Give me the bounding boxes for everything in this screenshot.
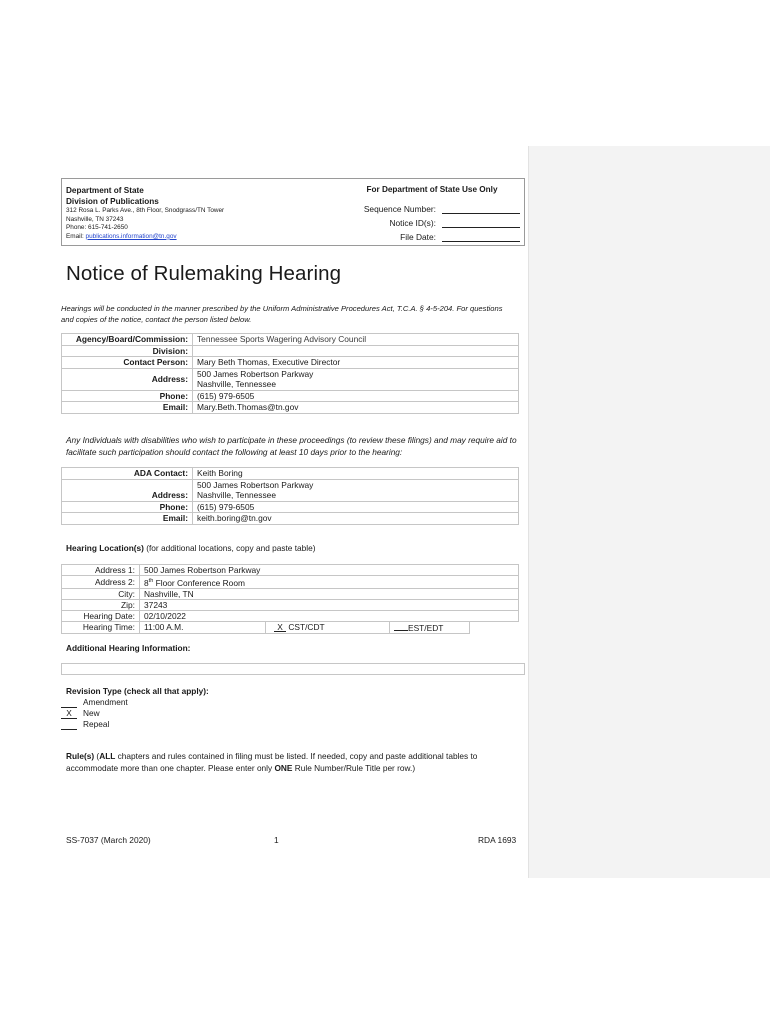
- table-row: [62, 368, 519, 390]
- repeal-checkmark: [61, 729, 77, 730]
- intro-text: Hearings will be conducted in the manner prescribed by the Uniform Administrative Procedures Act, T.C.A. § 4-5-204. For questions and copies of the notice, contact the person listed below.: [61, 304, 503, 324]
- ada-phone-value[interactable]: (615) 979-6505: [193, 501, 519, 513]
- ada-address-label: Address:: [62, 479, 193, 501]
- dept-city: Nashville, TN 37243: [66, 215, 124, 223]
- address1-value[interactable]: 500 James Robertson Parkway: [140, 565, 519, 576]
- sequence-number-line: [442, 204, 520, 214]
- dept-name: Department of State: [66, 186, 144, 195]
- zip-label: Zip:: [62, 599, 140, 610]
- ada-notice-text: Any Individuals with disabilities who wish to participate in these proceedings (to review these filings) and may require aid to facilitate such participation should contact the following at least 10 days prior to the hearing:: [66, 435, 517, 457]
- table-row: [62, 588, 519, 599]
- zip-value[interactable]: 37243: [140, 599, 519, 610]
- ada-email-value[interactable]: keith.boring@tn.gov: [193, 513, 519, 525]
- address2-suffix: th: [148, 578, 154, 584]
- rules-text-1: (: [94, 751, 100, 761]
- contact-person-label: Contact Person:: [62, 357, 193, 369]
- rules-text-2: chapters and rules contained in filing must be listed. If needed, copy and paste additional tables to accommodate more than one chapter. Please enter only: [66, 751, 478, 773]
- est-label: EST/EDT: [408, 622, 444, 633]
- comment-pane: [528, 146, 770, 878]
- agency-value[interactable]: Tennessee Sports Wagering Advisory Council: [193, 334, 519, 346]
- address2-value[interactable]: [140, 576, 519, 589]
- sequence-number-label: Sequence Number:: [363, 204, 436, 214]
- table-row: [62, 501, 519, 513]
- email-value[interactable]: Mary.Beth.Thomas@tn.gov: [193, 402, 519, 414]
- address2-text: Floor Conference Room: [153, 577, 245, 588]
- division-label: Division:: [62, 345, 193, 357]
- revision-option-repeal[interactable]: [61, 719, 128, 730]
- table-row: [62, 357, 519, 369]
- dept-address: 312 Rosa L. Parks Ave., 8th Floor, Snodgrass/TN Tower: [66, 207, 225, 214]
- ada-table: [61, 467, 519, 525]
- file-date-label: File Date:: [400, 232, 436, 242]
- address-value[interactable]: [193, 368, 519, 390]
- cst-checkmark: X: [274, 623, 286, 632]
- additional-info-label: Additional Hearing Information:: [66, 643, 191, 653]
- hearing-date-value[interactable]: 02/10/2022: [140, 610, 519, 621]
- revision-option-amendment[interactable]: [61, 697, 128, 708]
- table-row: [62, 621, 519, 633]
- state-use-only: [344, 185, 520, 242]
- cst-label: CST/CDT: [288, 622, 325, 633]
- hearing-location-table: [61, 564, 519, 634]
- hearing-location-heading: [66, 543, 315, 553]
- dept-phone: Phone: 615-741-2650: [66, 224, 128, 232]
- revision-type-heading: Revision Type (check all that apply):: [66, 686, 209, 696]
- rules-all: ALL: [99, 751, 116, 761]
- hearing-location-title: Hearing Location(s): [66, 543, 144, 553]
- dept-email-link[interactable]: publications.information@tn.gov: [85, 232, 177, 240]
- city-value[interactable]: Nashville, TN: [140, 588, 519, 599]
- phone-value[interactable]: (615) 979-6505: [193, 390, 519, 402]
- notice-id-line: [442, 218, 520, 228]
- table-row: [62, 334, 519, 346]
- ada-phone-label: Phone:: [62, 501, 193, 513]
- ada-contact-label: ADA Contact:: [62, 468, 193, 480]
- use-only-heading: For Department of State Use Only: [366, 185, 498, 194]
- division-value[interactable]: [193, 345, 519, 357]
- table-row: [62, 402, 519, 414]
- notice-id-field[interactable]: [344, 214, 520, 228]
- hearing-location-note: (for additional locations, copy and paste table): [143, 543, 316, 553]
- address-line-2: Nashville, Tennessee: [197, 379, 276, 389]
- ada-contact-value[interactable]: Keith Boring: [193, 468, 519, 480]
- address2-label: Address 2:: [62, 576, 140, 589]
- rda-number: RDA 1693: [478, 835, 517, 845]
- rules-one: ONE: [274, 762, 293, 773]
- est-checkmark: [394, 622, 408, 631]
- dept-email-line: [66, 233, 336, 242]
- address-label: Address:: [62, 368, 193, 390]
- email-label: Email:: [62, 402, 193, 414]
- table-row: [62, 468, 519, 480]
- file-date-field[interactable]: [344, 228, 520, 242]
- phone-label: Phone:: [62, 390, 193, 402]
- rules-instructions: [66, 751, 518, 774]
- hearing-date-label: Hearing Date:: [62, 610, 140, 621]
- table-row: [62, 345, 519, 357]
- table-row: [62, 599, 519, 610]
- new-checkmark: X: [61, 709, 77, 719]
- agency-label: Agency/Board/Commission:: [62, 334, 193, 346]
- repeal-label: Repeal: [83, 719, 110, 729]
- additional-info-field[interactable]: [61, 663, 525, 675]
- table-row: [62, 610, 519, 621]
- sequence-number-field[interactable]: [344, 200, 520, 214]
- ada-address-line-1: 500 James Robertson Parkway: [197, 479, 314, 490]
- form-number: SS-7037 (March 2020): [66, 835, 151, 845]
- city-label: City:: [62, 588, 140, 599]
- est-option[interactable]: [390, 621, 470, 633]
- ada-email-label: Email:: [62, 513, 193, 525]
- contact-person-value[interactable]: Mary Beth Thomas, Executive Director: [193, 357, 519, 369]
- dept-email-label: Email:: [66, 232, 86, 240]
- address-line-1: 500 James Robertson Parkway: [197, 368, 314, 379]
- revision-option-new[interactable]: [61, 708, 128, 719]
- division-name: Division of Publications: [66, 197, 159, 206]
- ada-address-line-2: Nashville, Tennessee: [197, 490, 276, 500]
- cst-option[interactable]: [266, 621, 390, 633]
- contact-table: [61, 333, 519, 414]
- header-box: [61, 178, 525, 246]
- rules-title: Rule(s): [66, 751, 95, 761]
- rules-text-3: Rule Number/Rule Title per row.): [292, 762, 416, 773]
- publisher-info: [66, 185, 336, 241]
- amendment-label: Amendment: [83, 697, 128, 707]
- new-label: New: [83, 708, 100, 718]
- address1-label: Address 1:: [62, 565, 140, 576]
- hearing-time-value[interactable]: 11:00 A.M.: [140, 621, 266, 633]
- revision-type-list: [61, 697, 128, 730]
- file-date-line: [442, 232, 520, 242]
- hearing-time-label: Hearing Time:: [62, 621, 140, 633]
- table-row: [62, 576, 519, 589]
- address2-number: 8: [144, 577, 149, 588]
- table-row: [62, 390, 519, 402]
- table-row: [62, 565, 519, 576]
- table-row: [62, 479, 519, 501]
- ada-address-value[interactable]: [193, 479, 519, 501]
- page-number: 1: [274, 835, 279, 845]
- table-row: [62, 513, 519, 525]
- notice-id-label: Notice ID(s):: [389, 218, 436, 228]
- page-title: Notice of Rulemaking Hearing: [66, 262, 342, 285]
- time-zone-spacer: [470, 621, 519, 633]
